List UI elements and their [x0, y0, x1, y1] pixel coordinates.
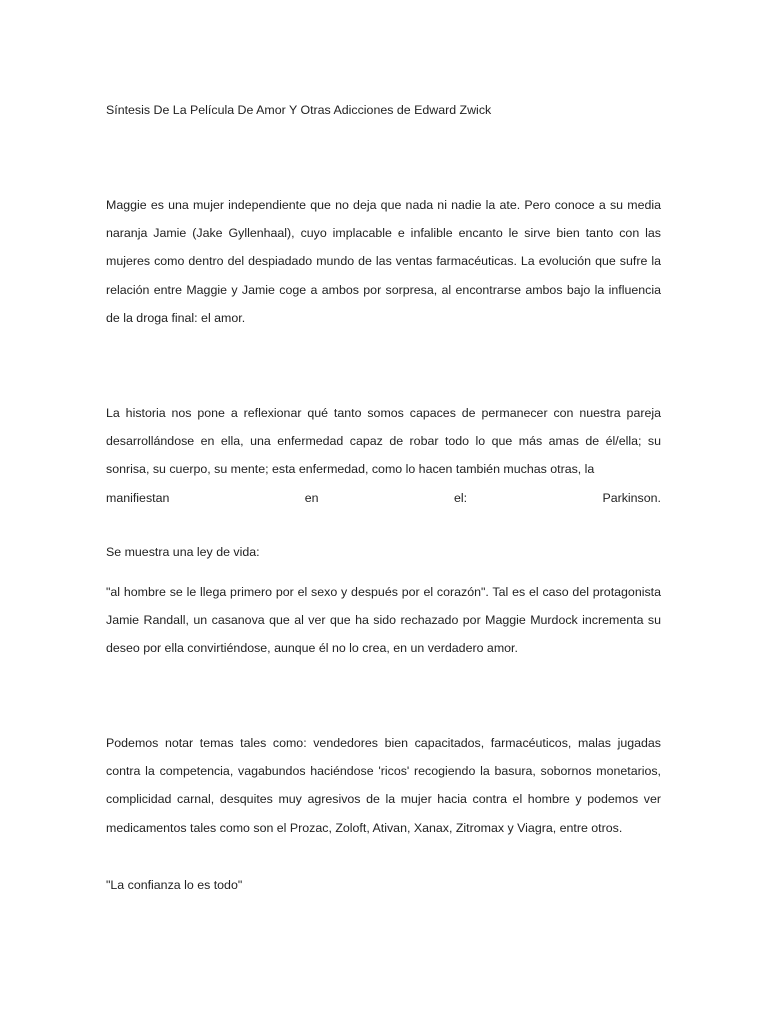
- document-title: Síntesis De La Película De Amor Y Otras Adicciones de Edward Zwick: [106, 103, 492, 117]
- paragraph-reflection-text: La historia nos pone a reflexionar qué tanto somos capaces de permanecer con nuestra pareja desarrollándose en ella, una enfermedad capaz de robar todo lo que más amas de él/ella; su sonrisa, su cuerpo, su mente; esta enfermedad, como lo hacen también muchas otras, la: [106, 406, 661, 477]
- word: manifiestan: [106, 490, 170, 505]
- paragraph-law-quote: "al hombre se le llega primero por el sexo y después por el corazón". Tal es el caso del protagonista Jamie Randall, un casanova que al ver que ha sido rechazado por Maggie Murdock incrementa su deseo por ella convirtiéndose, aunque él no lo crea, en un verdadero amor.: [106, 585, 661, 656]
- word: en: [304, 490, 319, 505]
- paragraph-law-intro: Se muestra una ley de vida:: [106, 545, 260, 559]
- paragraph-reflection: [106, 399, 661, 512]
- paragraph-reflection-last-line: [106, 484, 661, 512]
- word: el:: [453, 490, 468, 505]
- word: Parkinson.: [602, 490, 661, 505]
- paragraph-themes: Podemos notar temas tales como: vendedores bien capacitados, farmacéuticos, malas jugadas contra la competencia, vagabundos haciéndose 'ricos' recogiendo la basura, sobornos monetarios, complicidad carnal, desquites muy agresivos de la mujer hacia contra el hombre y podemos ver medicamentos tales como son el Prozac, Zoloft, Ativan, Xanax, Zitromax y Viagra, entre otros.: [106, 736, 661, 835]
- paragraph-synopsis: Maggie es una mujer independiente que no deja que nada ni nadie la ate. Pero conoce a su media naranja Jamie (Jake Gyllenhaal), cuyo implacable e infalible encanto le sirve bien tanto con las mujeres como dentro del despiadado mundo de las ventas farmacéuticas. La evolución que sufre la relación entre Maggie y Jamie coge a ambos por sorpresa, al encontrarse ambos bajo la influencia de la droga final: el amor.: [106, 198, 661, 325]
- paragraph-closing-quote: "La confianza lo es todo": [106, 878, 243, 892]
